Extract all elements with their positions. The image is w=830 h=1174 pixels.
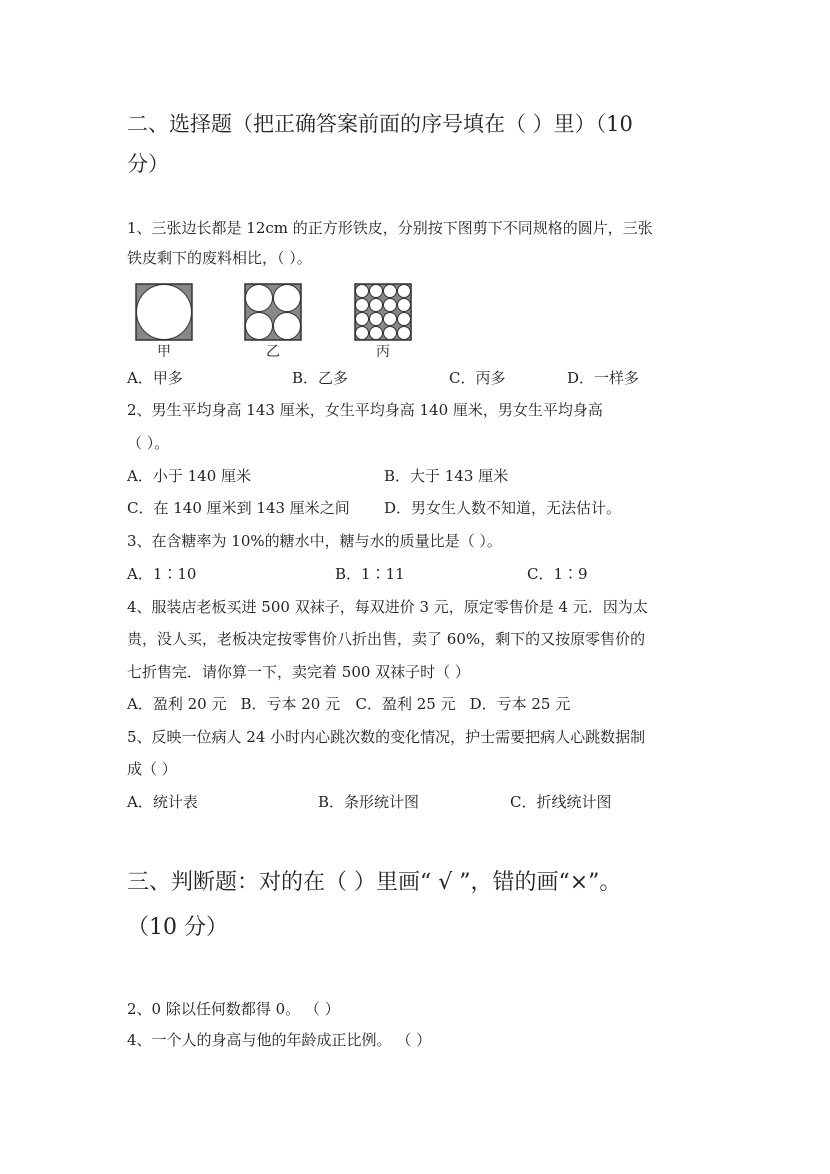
q2-option-c: C．在 140 厘米到 143 厘米之间 [127,499,350,517]
q4-option-b: B．亏本 20 元 [240,695,341,713]
q4-text: 4、服装店老板买进 500 双袜子，每双进价 3 元，原定零售价是 4 元．因为太 [127,598,648,616]
judgement-item: 4、一个人的身高与他的年龄成正比例。 （ ） [127,1031,432,1049]
section2-title-cont: 分） [127,152,169,176]
q2-options-row2 [127,498,621,518]
q2-option-b: B．大于 143 厘米 [384,467,509,485]
q4-option-c: C．盈利 25 元 [355,695,456,713]
cut-circle [356,299,369,312]
figure-jia [135,283,193,341]
cut-circle [384,327,397,340]
cut-circle [356,313,369,326]
cut-circle [384,285,397,298]
q5-option-a: A．统计表 [127,793,198,811]
q4-text-cont2: 七折售完．请你算一下，卖完着 500 双袜子时（ ） [127,663,470,681]
section3-title: 三、判断题：对的在（ ）里画“ √ ”，错的画“×”。 [127,870,622,895]
cut-circle [398,327,411,340]
cut-circle [384,299,397,312]
cut-circle [384,313,397,326]
q4-options [127,694,570,714]
cut-circle [356,285,369,298]
cut-circle [356,327,369,340]
cut-circle [398,299,411,312]
q5-text-cont: 成（ ） [127,760,177,778]
cut-circle [398,313,411,326]
q2-option-d: D．男女生人数不知道，无法估计。 [384,499,622,517]
figure-label: 乙 [266,344,280,360]
q4-text-cont: 贵，没人买，老板决定按零售价八折出售，卖了 60%，剩下的又按原零售价的 [127,630,646,648]
q2-option-a: A．小于 140 厘米 [127,467,251,485]
cut-circle [370,313,383,326]
q1-text: 1、三张边长都是 12cm 的正方形铁皮，分别按下图剪下不同规格的圆片，三张 [127,219,653,237]
section3-title-cont: （10 分） [127,915,228,940]
figure-bing [354,283,412,341]
q4-option-d: D．亏本 25 元 [469,695,571,713]
q4-option-a: A．盈利 20 元 [127,695,227,713]
judgement-item: 2、0 除以任何数都得 0。 （ ） [127,1000,340,1018]
q3-option-c: C．1∶9 [527,565,588,583]
q1-option-d: D．一样多 [567,369,640,387]
q2-text-cont: （ ）。 [127,434,170,452]
q5-options [127,792,611,812]
q5-option-b: B．条形统计图 [318,793,420,811]
q1-option-b: B．乙多 [292,369,349,387]
section2-title: 二、选择题（把正确答案前面的序号填在（ ）里）（10 [127,112,633,136]
figure-yi [244,283,302,341]
cut-circle [370,327,383,340]
figure-label: 甲 [157,344,171,360]
q1-option-a: A．甲多 [127,369,183,387]
figure-label: 丙 [376,344,390,360]
q3-text: 3、在含糖率为 10%的糖水中，糖与水的质量比是（ ）。 [127,532,502,550]
q3-option-a: A．1∶10 [127,565,197,583]
q3-option-b: B．1∶11 [335,565,405,583]
q1-option-c: C．丙多 [449,369,506,387]
q1-text-cont: 铁皮剩下的废料相比，（ ）。 [127,249,312,267]
q2-text: 2、男生平均身高 143 厘米，女生平均身高 140 厘米，男女生平均身高 [127,401,603,419]
cut-circle [370,285,383,298]
q2-options-row1 [127,466,508,486]
q1-options [127,368,639,388]
cut-circle [398,285,411,298]
cut-circle [370,299,383,312]
q3-options [127,564,588,584]
q5-text: 5、反映一位病人 24 小时内心跳次数的变化情况，护士需要把病人心跳数据制 [127,728,646,746]
q5-option-c: C．折线统计图 [510,793,612,811]
